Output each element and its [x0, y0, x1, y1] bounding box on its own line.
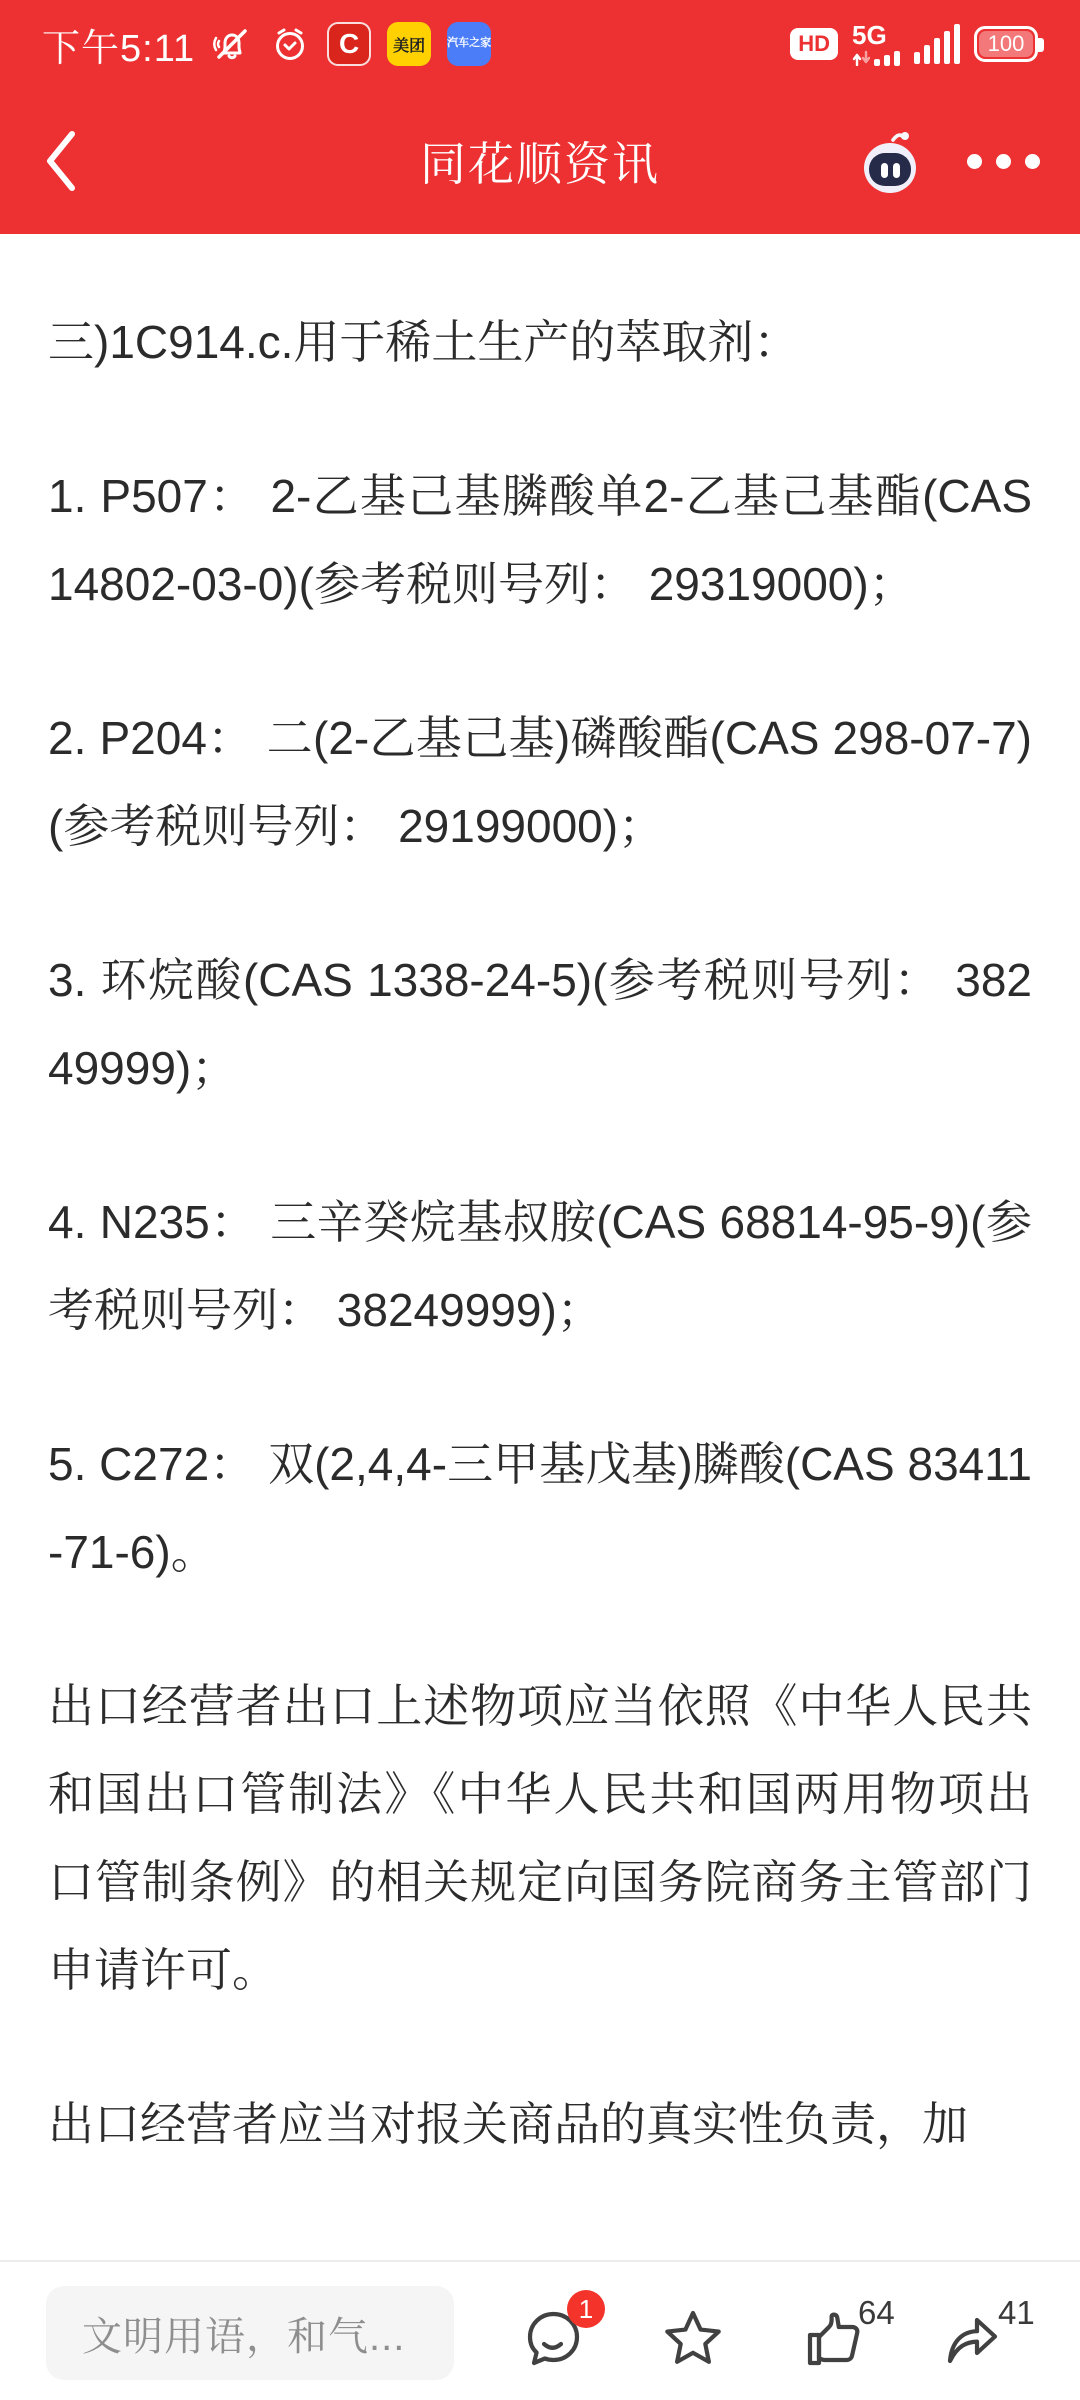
article-paragraph-5: 5. C272： 双(2,4,4-三甲基戊基)膦酸(CAS 83411-71-6)。: [48, 1438, 1032, 1578]
network-type-label: 5G: [852, 20, 887, 50]
signal-bars-icon: [914, 24, 960, 64]
thumbs-up-icon: [800, 2306, 866, 2372]
article-heading: 三)1C914.c.用于稀土生产的萃取剂：: [48, 316, 800, 368]
status-time: 下午5:11: [42, 27, 196, 70]
app-header: [0, 0, 1080, 234]
article-paragraph-6: 出口经营者出口上述物项应当依照《中华人民共和国出口管制法》《中华人民共和国两用物项出口管制条例》的相关规定向国务院商务主管部门申请许可。: [48, 1680, 1032, 1996]
share-count: 41: [998, 2294, 1035, 2331]
app-icon-meituan-label: 美团: [393, 37, 426, 55]
mute-icon: [211, 23, 253, 65]
like-count: 64: [858, 2294, 895, 2331]
dot: [1025, 154, 1040, 169]
signal-bars-small-icon: [874, 51, 900, 66]
comment-placeholder: 文明用语，和气...: [82, 2314, 406, 2359]
notification-app-icon-autohome: [447, 22, 491, 66]
more-menu-button[interactable]: [967, 144, 1040, 179]
battery-icon: [974, 26, 1038, 62]
battery-percent-label: 100: [987, 31, 1025, 56]
network-indicator: [852, 22, 900, 66]
article-content: [0, 234, 1080, 2260]
nav-bar: [0, 88, 1080, 234]
ai-assistant-button[interactable]: [857, 128, 923, 194]
comment-button[interactable]: [521, 2293, 594, 2372]
page-title: 同花顺资讯: [420, 138, 660, 190]
notification-app-icon-c: [327, 22, 371, 66]
comment-badge: 1: [567, 2290, 605, 2328]
dot: [996, 154, 1011, 169]
bottom-toolbar: [0, 2260, 1080, 2400]
nav-actions: [857, 128, 1040, 194]
app-icon-c-label: C: [339, 28, 360, 59]
status-bar: [0, 0, 1080, 88]
hd-icon: HD: [790, 28, 838, 60]
status-right-cluster: [790, 22, 1038, 66]
article-paragraph-4: 4. N235： 三辛癸烷基叔胺(CAS 68814-95-9)(参考税则号列： 38249999)；: [48, 1196, 1032, 1336]
like-button[interactable]: [800, 2294, 895, 2372]
network-arrows-and-bars: [852, 50, 900, 66]
share-arrow-icon: [940, 2306, 1006, 2372]
star-icon: [660, 2306, 726, 2372]
article-paragraph-1: 1. P507： 2-乙基己基膦酸单2-乙基己基酯(CAS 14802-03-0)(参考税则号列： 29319000)；: [48, 470, 1032, 610]
dot: [967, 154, 982, 169]
favorite-button[interactable]: [660, 2306, 726, 2372]
article-paragraph-7: 出口经营者应当对报关商品的真实性负责，加: [48, 2098, 968, 2150]
alarm-icon: [269, 23, 311, 65]
app-icon-autohome-label: 汽车之家: [447, 37, 492, 50]
comment-input[interactable]: [46, 2286, 454, 2380]
updown-arrows-icon: [852, 50, 872, 66]
article-paragraph-3: 3. 环烷酸(CAS 1338-24-5)(参考税则号列： 38249999)；: [48, 954, 1032, 1094]
notification-app-icon-meituan: [387, 22, 431, 66]
robot-icon: [857, 128, 923, 194]
share-button[interactable]: [940, 2294, 1035, 2372]
article-paragraph-2: 2. P204： 二(2-乙基己基)磷酸酯(CAS 298-07-7)(参考税则号列： 29199000)；: [48, 712, 1032, 852]
